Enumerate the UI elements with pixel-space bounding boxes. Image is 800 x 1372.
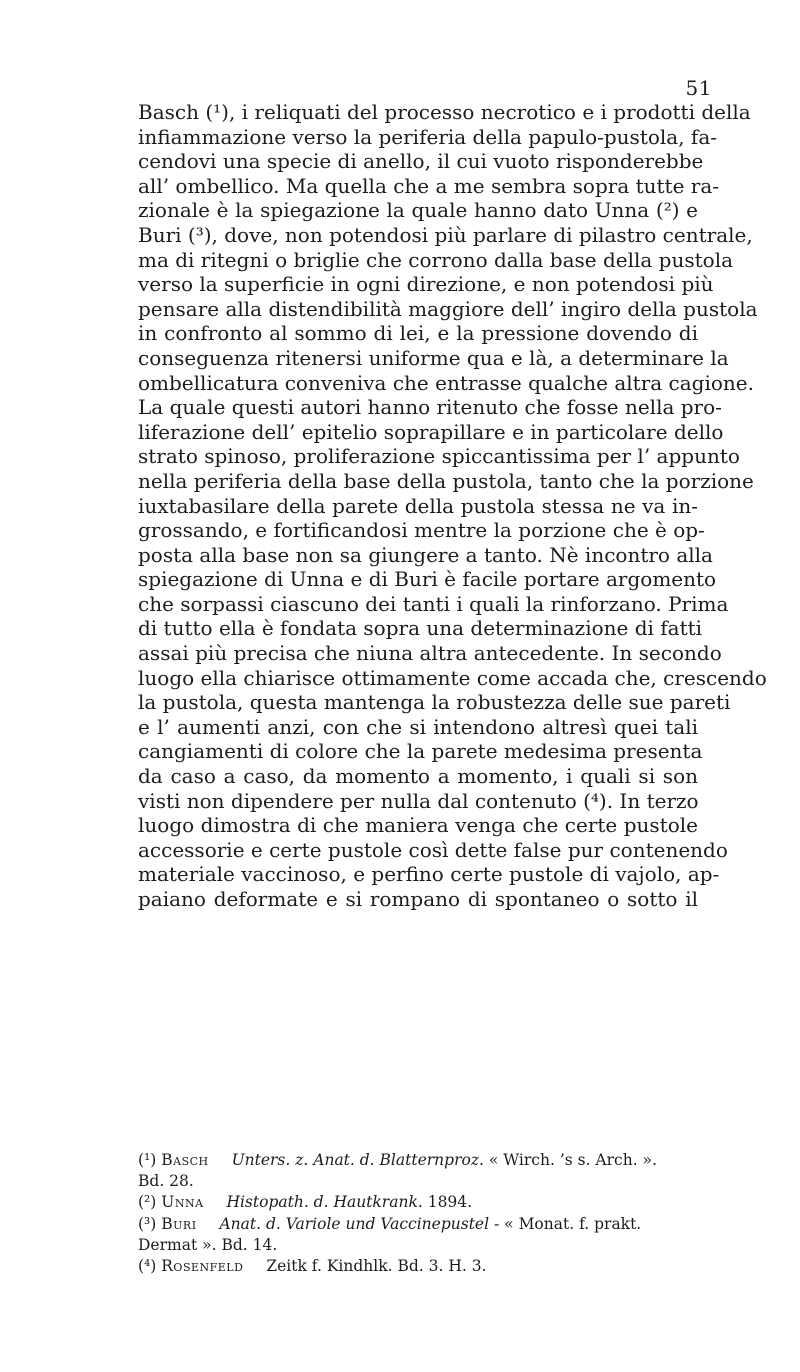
text-line: all’ ombellico. Ma quella che a me sembra sopra tutte ra-: [138, 173, 720, 198]
footnote-author: Basch: [161, 1151, 209, 1169]
text-line: strato spinoso, proliferazione spiccantissima per l’ appunto: [138, 444, 740, 469]
text-line: liferazione dell’ epitelio soprapillare e in particolare dello: [138, 419, 724, 444]
text-line: pensare alla distendibilità maggiore dell’ ingiro della pustola: [138, 296, 758, 321]
text-line: spiegazione di Unna e di Buri è facile portare argomento: [138, 567, 717, 592]
text-line: ma di ritegni o briglie che corrono dalla base della pustola: [138, 247, 734, 272]
text-line: in confronto al sommo di lei, e la pressione dovendo di: [138, 321, 698, 346]
footnote-source: « Monat. f. prakt.: [504, 1214, 642, 1233]
footnote-mark: (²): [138, 1193, 157, 1212]
footnote-mark: (³): [138, 1214, 157, 1233]
text-line: iuxtabasilare della parete della pustola stessa ne va in-: [138, 493, 698, 518]
text-line: paiano deformate e si rompano di spontaneo o sotto il: [138, 887, 698, 911]
text-line: di tutto ella è fondata sopra una determinazione di fatti: [138, 616, 703, 641]
footnote-title: Histopath. d. Hautkrank.: [226, 1193, 423, 1212]
text-line: assai più precisa che niuna altra antecedente. In secondo: [138, 641, 722, 666]
text-line: posta alla base non sa giungere a tanto. Nè incontro alla: [138, 542, 713, 567]
text-line: visti non dipendere per nulla dal contenuto (⁴). In terzo: [138, 788, 699, 813]
footnotes: [138, 1150, 698, 1277]
text-line: zionale è la spiegazione la quale hanno dato Unna (²) e: [138, 198, 698, 223]
footnote-2: [138, 1192, 698, 1213]
text-line: la pustola, questa mantenga la robustezza delle sue pareti: [138, 690, 731, 715]
footnote-title: Anat. d. Variole und Vaccinepustel -: [219, 1214, 500, 1233]
footnote-1: [138, 1150, 698, 1171]
text-line: materiale vaccinoso, e perfino certe pustole di vajolo, ap-: [138, 862, 720, 887]
text-line: cendovi una specie di anello, il cui vuoto risponderebbe: [138, 149, 704, 174]
text-line: accessorie e certe pustole così dette false pur contenendo: [138, 837, 728, 862]
footnote-3: [138, 1214, 698, 1235]
text-line: da caso a caso, da momento a momento, i quali si son: [138, 764, 698, 789]
text-line: luogo ella chiarisce ottimamente come accada che, crescendo: [138, 665, 767, 690]
text-line: ombellicatura conveniva che entrasse qualche altra cagione.: [138, 370, 754, 395]
text-line: verso la superficie in ogni direzione, e non potendosi più: [138, 272, 714, 297]
page-number: 51: [685, 76, 712, 100]
text-line: La quale questi autori hanno ritenuto che fosse nella pro-: [138, 395, 722, 420]
text-line: grossando, e fortificandosi mentre la porzione che è op-: [138, 518, 705, 543]
text-line: Buri (³), dove, non potendosi più parlare di pilastro centrale,: [138, 222, 753, 247]
footnote-4: [138, 1256, 698, 1277]
footnote-source: « Wirch. ’s s. Arch. ».: [488, 1151, 657, 1169]
text-line: che sorpassi ciascuno dei tanti i quali la rinforzano. Prima: [138, 591, 729, 616]
footnote-source: Zeitk f. Kindhlk. Bd. 3. H. 3.: [266, 1256, 487, 1275]
footnote-mark: (¹): [138, 1151, 157, 1169]
footnote-author: Buri: [161, 1214, 197, 1233]
text-line: conseguenza ritenersi uniforme qua e là, a determinare la: [138, 345, 729, 370]
footnote-author: Unna: [161, 1193, 204, 1212]
footnote-1-continuation: Bd. 28.: [138, 1172, 194, 1191]
footnote-source: 1894.: [427, 1193, 473, 1212]
footnote-title: Unters. z. Anat. d. Blatternproz.: [231, 1151, 484, 1169]
text-line: luogo dimostra di che maniera venga che certe pustole: [138, 813, 698, 838]
text-line: infiammazione verso la periferia della papulo-pustola, fa-: [138, 124, 718, 149]
text-line: nella periferia della base della pustola, tanto che la porzione: [138, 468, 754, 493]
footnote-mark: (⁴): [138, 1256, 157, 1275]
text-line: cangiamenti di colore che la parete medesima presenta: [138, 739, 703, 764]
text-line: Basch (¹), i reliquati del processo necrotico e i prodotti della: [138, 100, 751, 124]
footnote-3-continuation: Dermat ». Bd. 14.: [138, 1235, 278, 1254]
body-text: [138, 100, 767, 912]
text-line: e l’ aumenti anzi, con che si intendono altresì quei tali: [138, 714, 698, 739]
footnote-author: Rosenfeld: [161, 1256, 244, 1275]
